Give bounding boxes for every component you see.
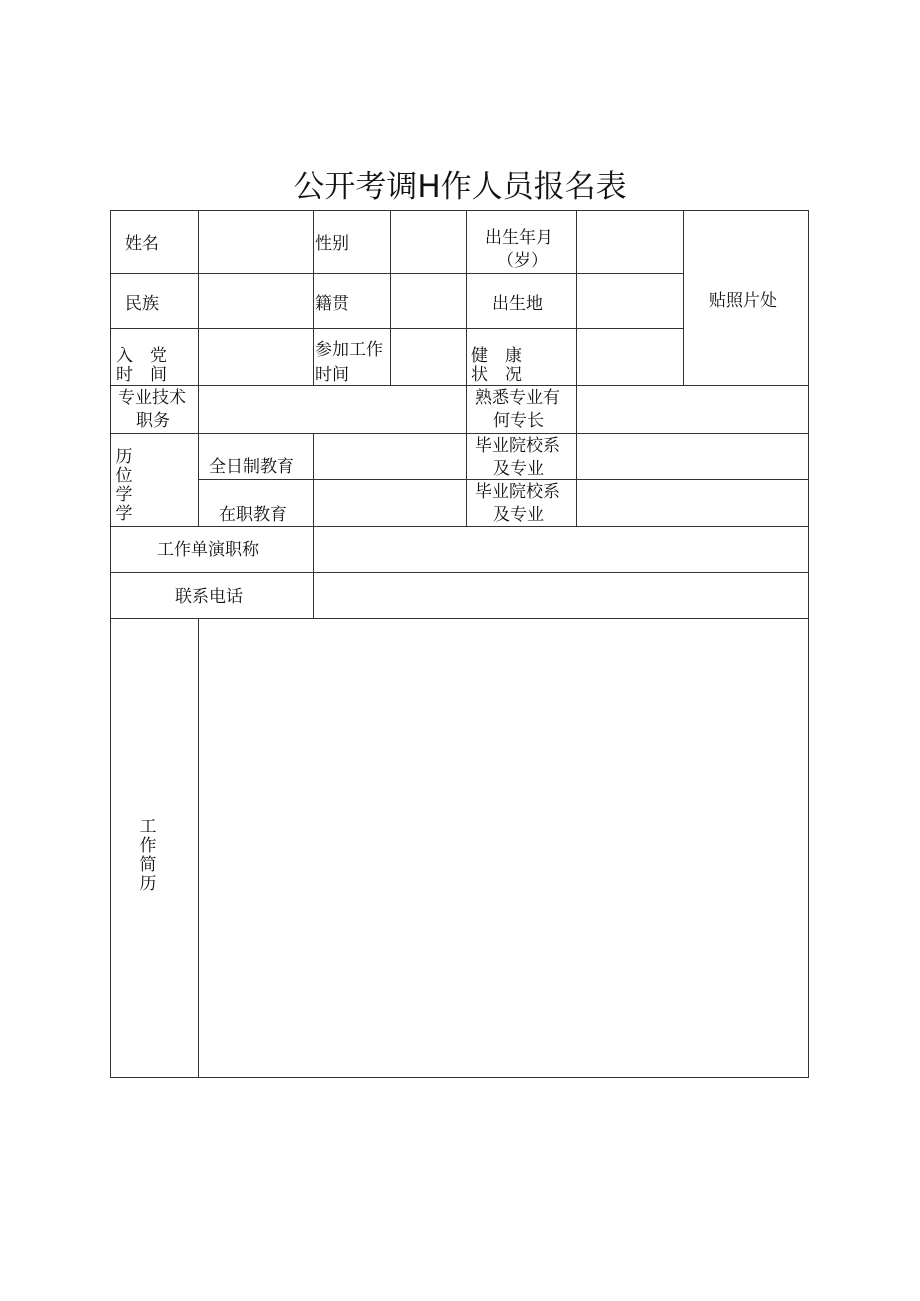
native-place-label: 籍贯 <box>315 294 349 314</box>
grad-school2-label-cell <box>466 479 576 526</box>
work-start-input[interactable] <box>390 328 466 385</box>
birth-label-line1: 出生年月 <box>485 228 553 248</box>
education-label: 历位学学 <box>115 447 133 524</box>
health-label-line2: 状 况 <box>471 365 522 385</box>
birthplace-input[interactable] <box>576 273 683 328</box>
work-start-label-cell <box>313 328 390 385</box>
party-time-label-cell <box>110 328 198 385</box>
birthplace-label-cell <box>466 273 576 328</box>
ethnicity-input[interactable] <box>198 273 313 328</box>
tech-title-label-line1: 专业技术 <box>118 388 186 408</box>
party-time-label-line1: 入 党 <box>116 346 167 366</box>
form-title: 公开考调H作人员报名表 <box>293 169 627 205</box>
name-label: 姓名 <box>125 234 159 254</box>
specialty-label-cell <box>466 385 576 433</box>
fulltime-school-input[interactable] <box>576 433 809 479</box>
grad-school-label-line1: 毕业院校系 <box>475 436 560 456</box>
phone-input[interactable] <box>313 572 809 618</box>
education-label-cell <box>110 433 198 526</box>
fulltime-edu-input[interactable] <box>313 433 466 479</box>
onjob-label-cell <box>198 479 313 526</box>
resume-label-cell <box>110 618 198 1078</box>
native-place-input[interactable] <box>390 273 466 328</box>
name-label-cell <box>110 210 198 273</box>
birth-input[interactable] <box>576 210 683 273</box>
ethnicity-label-cell <box>110 273 198 328</box>
party-time-input[interactable] <box>198 328 313 385</box>
onjob-school-input[interactable] <box>576 479 809 526</box>
onjob-label: 在职教育 <box>219 505 287 525</box>
tech-title-input[interactable] <box>198 385 466 433</box>
fulltime-label: 全日制教育 <box>209 457 294 477</box>
tech-title-label-cell <box>110 385 198 433</box>
specialty-label-line2: 何专长 <box>493 411 544 431</box>
grad-school-label-line2: 及专业 <box>493 459 544 479</box>
health-label-cell <box>466 328 576 385</box>
resume-label: 工作简历 <box>139 817 157 894</box>
grad-school-label-cell <box>466 433 576 479</box>
photo-area[interactable] <box>683 210 809 385</box>
tech-title-label-line2: 职务 <box>136 411 170 431</box>
birth-label-line2: （岁） <box>497 251 548 271</box>
specialty-label-line1: 熟悉专业有 <box>475 388 560 408</box>
specialty-input[interactable] <box>576 385 809 433</box>
phone-label: 联系电话 <box>175 587 243 607</box>
name-input[interactable] <box>198 210 313 273</box>
grad-school2-label-line2: 及专业 <box>493 505 544 525</box>
health-input[interactable] <box>576 328 683 385</box>
gender-label: 性别 <box>315 234 349 254</box>
native-place-label-cell <box>313 273 390 328</box>
phone-label-cell <box>110 572 313 618</box>
fulltime-label-cell <box>198 433 313 479</box>
work-unit-label-cell <box>110 526 313 572</box>
gender-input[interactable] <box>390 210 466 273</box>
photo-label: 贴照片处 <box>709 291 777 311</box>
grad-school2-label-line1: 毕业院校系 <box>475 482 560 502</box>
work-unit-label: 工作单演职称 <box>157 540 259 560</box>
gender-label-cell <box>313 210 390 273</box>
resume-input[interactable] <box>198 618 809 1078</box>
ethnicity-label: 民族 <box>125 294 159 314</box>
work-start-label-line1: 参加工作 <box>315 340 383 360</box>
onjob-edu-input[interactable] <box>313 479 466 526</box>
party-time-label-line2: 时 间 <box>116 365 167 385</box>
birthplace-label: 出生地 <box>492 294 543 314</box>
work-start-label-line2: 时间 <box>315 365 349 385</box>
work-unit-input[interactable] <box>313 526 809 572</box>
birth-label-cell <box>466 210 576 273</box>
health-label-line1: 健 康 <box>471 346 522 366</box>
